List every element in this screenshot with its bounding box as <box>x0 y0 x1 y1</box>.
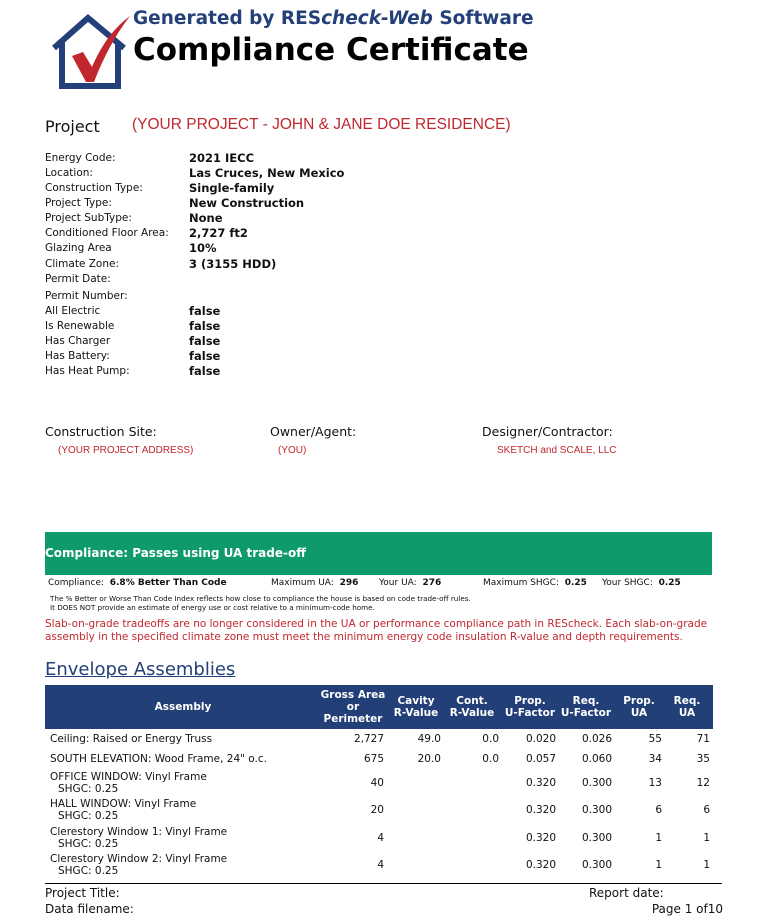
assembly-name: Ceiling: Raised or Energy Truss <box>50 733 213 745</box>
info-value: false <box>189 304 221 318</box>
info-value: false <box>189 364 221 378</box>
gross-area: 40 <box>370 777 384 789</box>
info-label: Has Charger <box>45 335 111 347</box>
cavity-r: 49.0 <box>417 733 441 745</box>
prop-u: 0.320 <box>525 804 556 816</box>
col-prop-ua: Prop. UA <box>623 695 655 719</box>
prop-ua: 6 <box>655 804 662 816</box>
info-row <box>45 289 445 304</box>
info-row <box>45 151 445 166</box>
req-ua: 1 <box>703 832 710 844</box>
compliance-banner <box>45 532 712 575</box>
col-cont-r: Cont. R-Value <box>449 695 495 719</box>
assembly-name: SOUTH ELEVATION: Wood Frame, 24" o.c. <box>50 753 267 765</box>
cavity-r: 20.0 <box>417 753 441 765</box>
footer-project-title: Project Title: <box>45 886 120 900</box>
info-value: false <box>189 319 221 333</box>
req-u: 0.300 <box>581 804 612 816</box>
gross-area: 675 <box>363 753 384 765</box>
owner-agent-label: Owner/Agent: <box>270 424 357 439</box>
construction-site-value: (YOUR PROJECT ADDRESS) <box>58 445 194 456</box>
max-ua-stat: Maximum UA: 296 <box>271 578 359 588</box>
gross-area: 4 <box>377 832 384 844</box>
prop-ua: 1 <box>655 859 662 871</box>
footer-report-date: Report date: <box>589 886 664 900</box>
info-label: Climate Zone: <box>45 258 120 270</box>
info-label: Permit Date: <box>45 273 111 285</box>
assembly-shgc: SHGC: 0.25 <box>58 865 119 877</box>
your-ua-stat: Your UA: 276 <box>379 578 442 588</box>
gross-area: 20 <box>370 804 384 816</box>
req-ua: 6 <box>703 804 710 816</box>
info-row <box>45 211 445 226</box>
generated-by-line: Generated by REScheck-Web Software <box>133 8 534 29</box>
cont-r: 0.0 <box>482 753 499 765</box>
req-u: 0.060 <box>581 753 612 765</box>
footer-page-number: Page 1 of10 <box>651 902 723 916</box>
info-row <box>45 334 445 349</box>
req-u: 0.300 <box>581 777 612 789</box>
assembly-name: HALL WINDOW: Vinyl Frame <box>50 798 197 810</box>
cont-r: 0.0 <box>482 733 499 745</box>
info-label: Conditioned Floor Area: <box>45 227 169 239</box>
project-label: Project <box>45 117 100 136</box>
prop-u: 0.320 <box>525 832 556 844</box>
assembly-name: OFFICE WINDOW: Vinyl Frame <box>50 771 207 783</box>
info-value: 2021 IECC <box>189 151 255 165</box>
col-cavity-r: Cavity R-Value <box>393 695 439 719</box>
certificate-title: Compliance Certificate <box>133 32 529 68</box>
prop-ua: 55 <box>648 733 662 745</box>
gross-area: 4 <box>377 859 384 871</box>
compliance-banner-text: Compliance: Passes using UA trade-off <box>45 546 306 560</box>
info-row <box>45 181 445 196</box>
info-label: Permit Number: <box>45 290 128 302</box>
req-ua: 71 <box>696 733 710 745</box>
info-row <box>45 319 445 334</box>
table-row <box>45 753 713 773</box>
info-label: Glazing Area <box>45 242 112 254</box>
info-label: Has Heat Pump: <box>45 365 130 377</box>
info-label: Energy Code: <box>45 152 116 164</box>
req-ua: 12 <box>696 777 710 789</box>
info-row <box>45 166 445 181</box>
prop-u: 0.020 <box>525 733 556 745</box>
req-ua: 35 <box>696 753 710 765</box>
info-label: Is Renewable <box>45 320 115 332</box>
info-row <box>45 272 445 287</box>
assembly-shgc: SHGC: 0.25 <box>58 838 119 850</box>
req-u: 0.300 <box>581 859 612 871</box>
info-row <box>45 349 445 364</box>
info-label: All Electric <box>45 305 101 317</box>
info-value: false <box>189 334 221 348</box>
owner-agent-value: (YOU) <box>278 445 307 456</box>
table-row <box>45 771 713 797</box>
info-value: Las Cruces, New Mexico <box>189 166 345 180</box>
prop-u: 0.057 <box>525 753 556 765</box>
info-value: 3 (3155 HDD) <box>189 257 277 271</box>
your-shgc-stat: Your SHGC: 0.25 <box>602 578 681 588</box>
table-row <box>45 733 713 753</box>
compliance-note-2: It DOES NOT provide an estimate of energy use or cost relative to a minimum-code home. <box>50 603 375 612</box>
footer-divider <box>45 883 722 884</box>
req-u: 0.300 <box>581 832 612 844</box>
table-row <box>45 853 713 879</box>
info-value: New Construction <box>189 196 305 210</box>
prop-u: 0.320 <box>525 859 556 871</box>
prop-ua: 13 <box>648 777 662 789</box>
info-value: 10% <box>189 241 217 255</box>
info-value: false <box>189 349 221 363</box>
info-label: Project SubType: <box>45 212 132 224</box>
envelope-assemblies-title: Envelope Assemblies <box>45 659 236 680</box>
info-value: Single-family <box>189 181 275 195</box>
max-shgc-stat: Maximum SHGC: 0.25 <box>483 578 587 588</box>
construction-site-label: Construction Site: <box>45 424 157 439</box>
col-assembly: Assembly <box>154 701 212 713</box>
table-row <box>45 798 713 824</box>
compliance-stat: Compliance: 6.8% Better Than Code <box>48 578 227 588</box>
info-label: Has Battery: <box>45 350 110 362</box>
col-prop-u: Prop. U-Factor <box>504 695 556 719</box>
info-row <box>45 196 445 211</box>
rescheck-logo-icon <box>50 12 130 90</box>
prop-ua: 1 <box>655 832 662 844</box>
info-row <box>45 304 445 319</box>
info-row <box>45 364 445 379</box>
assembly-shgc: SHGC: 0.25 <box>58 783 119 795</box>
info-label: Construction Type: <box>45 182 143 194</box>
assembly-name: Clerestory Window 2: Vinyl Frame <box>50 853 228 865</box>
designer-contractor-label: Designer/Contractor: <box>482 424 613 439</box>
info-value: None <box>189 211 223 225</box>
req-ua: 1 <box>703 859 710 871</box>
footer-data-filename: Data filename: <box>45 902 134 916</box>
col-req-u: Req. U-Factor <box>560 695 612 719</box>
assembly-shgc: SHGC: 0.25 <box>58 810 119 822</box>
gross-area: 2,727 <box>353 733 384 745</box>
info-label: Project Type: <box>45 197 112 209</box>
info-row <box>45 226 445 241</box>
table-row <box>45 826 713 852</box>
envelope-table-header <box>45 685 713 729</box>
project-name: (YOUR PROJECT - JOHN & JANE DOE RESIDENCE) <box>132 116 511 133</box>
prop-u: 0.320 <box>525 777 556 789</box>
slab-warning: Slab-on-grade tradeoffs are no longer considered in the UA or performance compliance path in REScheck. Each slab-on-grade assembly in the specified climate zone must meet the minimum energy code insulation R-value and depth requirements. <box>45 618 708 643</box>
prop-ua: 34 <box>648 753 662 765</box>
info-value: 2,727 ft2 <box>189 226 248 240</box>
designer-contractor-value: SKETCH and SCALE, LLC <box>497 445 617 456</box>
col-req-ua: Req. UA <box>673 695 701 719</box>
info-row <box>45 257 445 272</box>
info-row <box>45 241 445 256</box>
req-u: 0.026 <box>581 733 612 745</box>
assembly-name: Clerestory Window 1: Vinyl Frame <box>50 826 228 838</box>
col-gross-area: Gross Area or Perimeter <box>320 689 386 725</box>
info-label: Location: <box>45 167 93 179</box>
compliance-note-1: The % Better or Worse Than Code Index reflects how close to compliance the house is based on code trade-off rules. <box>50 594 471 603</box>
